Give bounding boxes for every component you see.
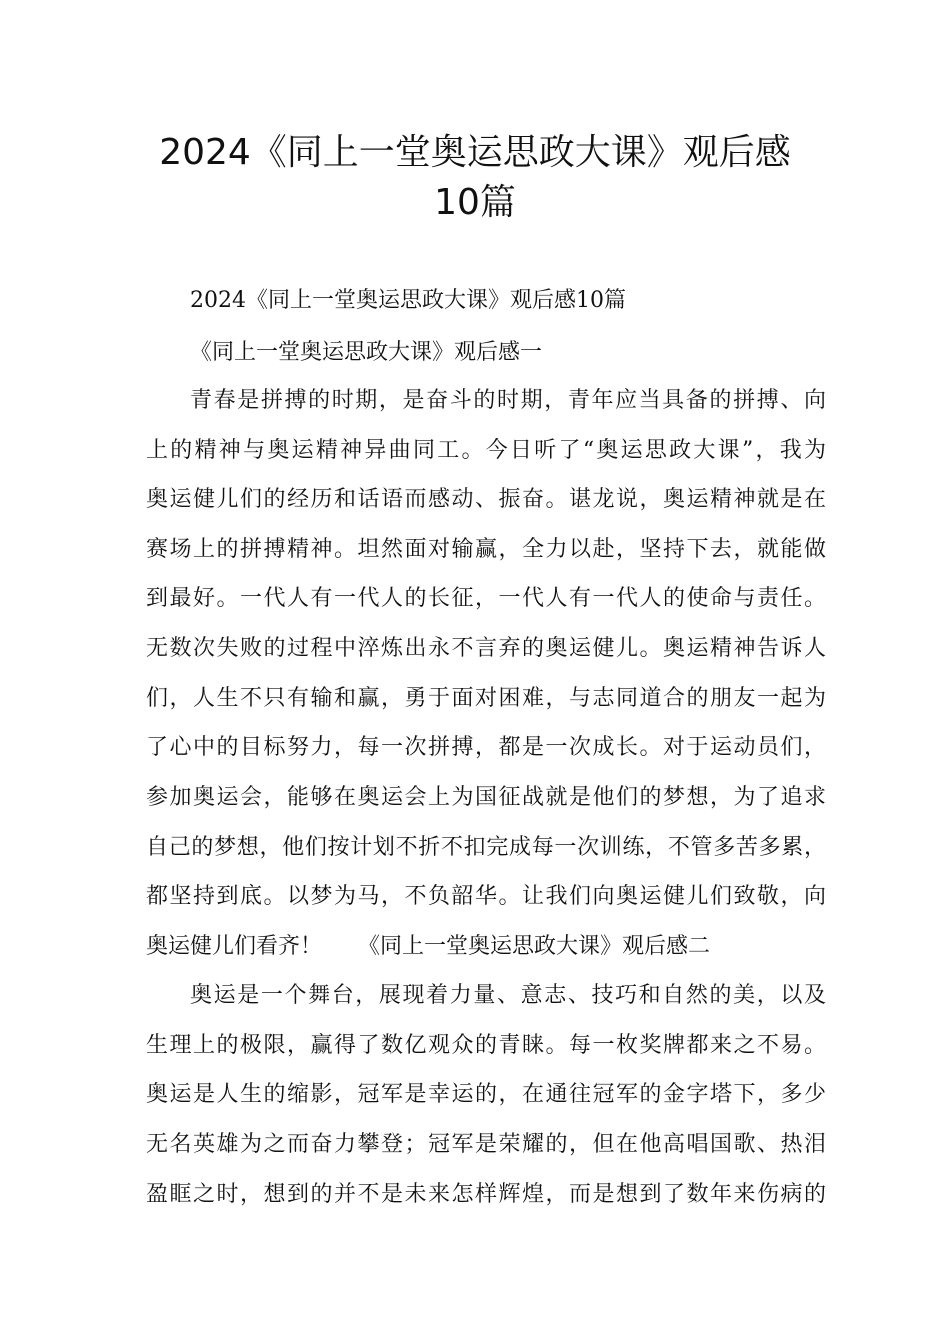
document-title-line-2: 10篇 xyxy=(434,182,516,223)
paragraph-line: 盈眶之时，想到的并不是未来怎样辉煌，而是想到了数年来伤病的 xyxy=(146,1182,826,1207)
paragraph-line: 到最好。一代人有一代人的长征，一代人有一代人的使命与责任。 xyxy=(146,586,826,611)
paragraph-line: 参加奥运会，能够在奥运会上为国征战就是他们的梦想，为了追求 xyxy=(146,785,826,810)
paragraph-line: 青春是拼搏的时期，是奋斗的时期，青年应当具备的拼搏、向 xyxy=(190,388,826,413)
paragraph-last-line: 奥运健儿们看齐！ xyxy=(146,934,323,959)
paragraph-line: 都坚持到底。以梦为马，不负韶华。让我们向奥运健儿们致敬，向 xyxy=(146,884,826,909)
document-title-line-1: 2024《同上一堂奥运思政大课》观后感 xyxy=(159,132,791,173)
paragraph-line: 赛场上的拼搏精神。坦然面对输赢，全力以赴，坚持下去，就能做 xyxy=(146,537,826,562)
paragraph-line: 奥运是一个舞台，展现着力量、意志、技巧和自然的美，以及 xyxy=(190,983,826,1008)
paragraph-line: 上的精神与奥运精神异曲同工。今日听了“奥运思政大课”，我为 xyxy=(146,438,826,463)
section-2-heading: 《同上一堂奥运思政大课》观后感二 xyxy=(358,934,711,959)
paragraph-line: 了心中的目标努力，每一次拼搏，都是一次成长。对于运动员们， xyxy=(146,735,826,760)
paragraph-line: 奥运健儿们的经历和话语而感动、振奋。谌龙说，奥运精神就是在 xyxy=(146,487,826,512)
paragraph-line: 们，人生不只有输和赢，勇于面对困难，与志同道合的朋友一起为 xyxy=(146,686,826,711)
paragraph-line: 生理上的极限，赢得了数亿观众的青睐。每一枚奖牌都来之不易。 xyxy=(146,1033,826,1058)
paragraph-line: 无数次失败的过程中淬炼出永不言弃的奥运健儿。奥运精神告诉人 xyxy=(146,636,826,661)
section-1-heading: 《同上一堂奥运思政大课》观后感一 xyxy=(190,340,543,365)
paragraph-line: 奥运是人生的缩影，冠军是幸运的，在通往冠军的金字塔下，多少 xyxy=(146,1082,826,1107)
paragraph-line: 无名英雄为之而奋力攀登；冠军是荣耀的，但在他高唱国歌、热泪 xyxy=(146,1132,826,1157)
paragraph-line-with-heading xyxy=(146,932,826,962)
paragraph-line: 自己的梦想，他们按计划不折不扣完成每一次训练，不管多苦多累， xyxy=(146,835,826,860)
document-subtitle: 2024《同上一堂奥运思政大课》观后感10篇 xyxy=(190,288,626,313)
